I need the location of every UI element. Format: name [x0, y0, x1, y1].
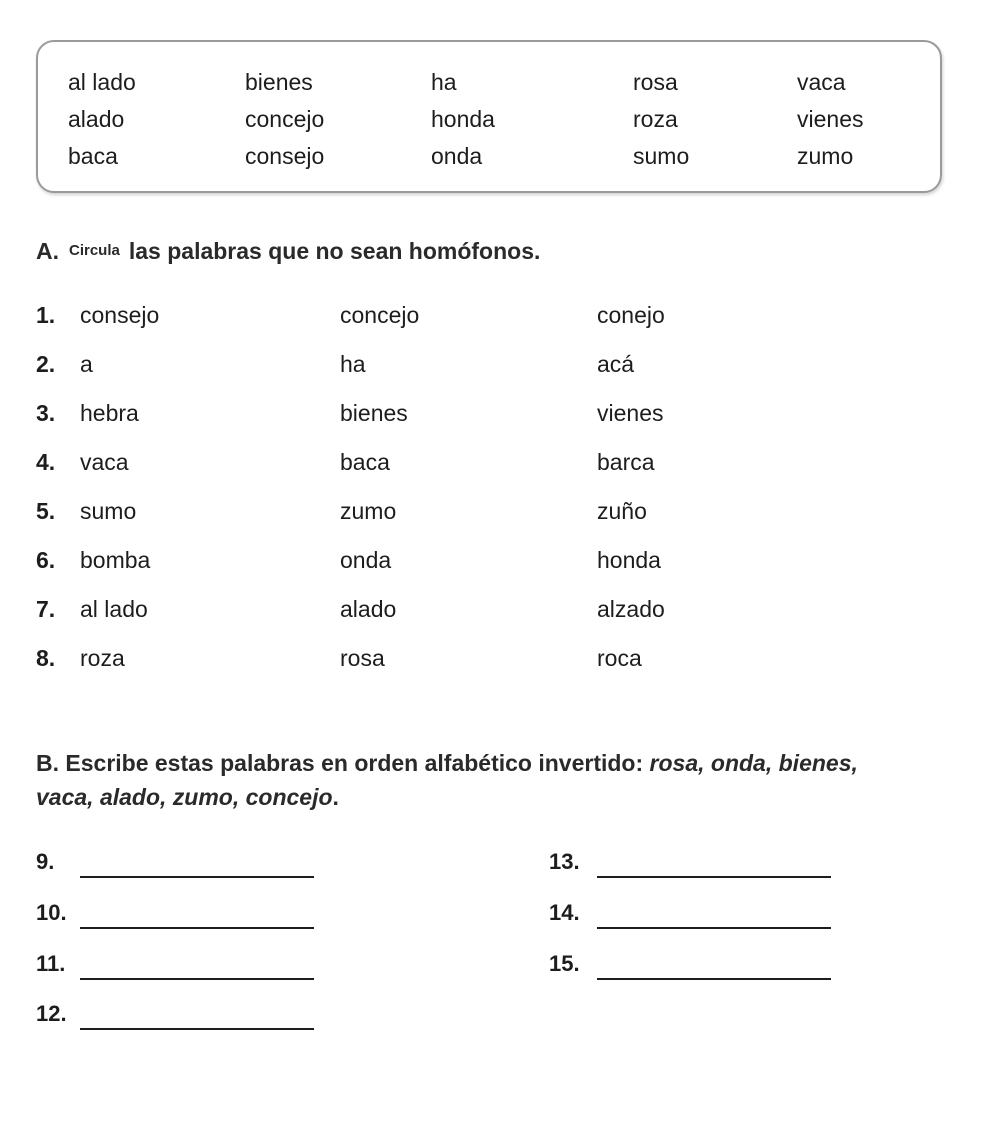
- word-choice[interactable]: hebra: [80, 400, 139, 426]
- word-bank-word: bienes: [245, 69, 313, 95]
- item-number: 5.: [36, 498, 56, 524]
- word-choice[interactable]: zuño: [597, 498, 647, 524]
- item-number: 1.: [36, 302, 56, 328]
- word-choice[interactable]: ha: [340, 351, 366, 377]
- blank-line[interactable]: [80, 978, 314, 980]
- section-b-period: .: [332, 784, 339, 810]
- word-bank-word: vienes: [797, 106, 864, 132]
- item-number: 6.: [36, 547, 56, 573]
- word-bank-column: [431, 64, 495, 175]
- word-choice[interactable]: vaca: [80, 449, 129, 475]
- blank-line[interactable]: [597, 876, 831, 878]
- word-bank-word: sumo: [633, 143, 690, 169]
- word-bank-word: zumo: [797, 143, 854, 169]
- blank-line[interactable]: [597, 978, 831, 980]
- word-bank-word: consejo: [245, 143, 325, 169]
- word-choice[interactable]: concejo: [340, 302, 420, 328]
- blank-number: 13.: [549, 849, 580, 874]
- word-bank-box: [36, 40, 942, 193]
- section-a-letter: A.: [36, 238, 59, 264]
- item-number: 4.: [36, 449, 56, 475]
- blank-number: 10.: [36, 900, 67, 925]
- word-bank-word: roza: [633, 106, 678, 132]
- blank-line[interactable]: [80, 1028, 314, 1030]
- section-a-instruction: las palabras que no sean homófonos.: [128, 238, 541, 264]
- word-bank-word: ha: [431, 69, 457, 95]
- word-choice[interactable]: honda: [597, 547, 661, 573]
- word-bank-word: baca: [68, 143, 118, 169]
- item-number: 3.: [36, 400, 56, 426]
- section-b-instruction: B. Escribe estas palabras en orden alfabético invertido:: [36, 750, 650, 776]
- blank-number: 9.: [36, 849, 55, 874]
- word-choice[interactable]: alzado: [597, 596, 665, 622]
- item-number: 8.: [36, 645, 56, 671]
- section-b-heading: [36, 746, 916, 814]
- section-b-word-list: rosa, onda, bienes, vaca, alado, zumo, concejo: [36, 750, 858, 810]
- word-bank-word: rosa: [633, 69, 678, 95]
- word-choice[interactable]: consejo: [80, 302, 160, 328]
- blank-number: 14.: [549, 900, 580, 925]
- word-bank-word: alado: [68, 106, 125, 132]
- word-choice[interactable]: sumo: [80, 498, 137, 524]
- word-choice[interactable]: barca: [597, 449, 655, 475]
- word-choice[interactable]: bienes: [340, 400, 408, 426]
- word-choice[interactable]: a: [80, 351, 93, 377]
- word-choice[interactable]: baca: [340, 449, 390, 475]
- blank-line[interactable]: [597, 927, 831, 929]
- blank-number: 15.: [549, 951, 580, 976]
- word-bank-column: [68, 64, 136, 175]
- word-bank-column: [245, 64, 324, 175]
- blank-number: 11.: [36, 951, 66, 976]
- word-choice[interactable]: conejo: [597, 302, 665, 328]
- word-choice[interactable]: roca: [597, 645, 642, 671]
- word-bank-word: al lado: [68, 69, 136, 95]
- word-choice[interactable]: al lado: [80, 596, 148, 622]
- word-bank-word: onda: [431, 143, 483, 169]
- word-choice[interactable]: onda: [340, 547, 392, 573]
- word-choice[interactable]: bomba: [80, 547, 151, 573]
- item-number: 2.: [36, 351, 56, 377]
- word-choice[interactable]: roza: [80, 645, 125, 671]
- blank-line[interactable]: [80, 927, 314, 929]
- blank-number: 12.: [36, 1001, 67, 1026]
- section-a-verb: Circula: [69, 242, 120, 259]
- word-bank-word: vaca: [797, 69, 846, 95]
- word-choice[interactable]: vienes: [597, 400, 664, 426]
- word-bank-word: honda: [431, 106, 495, 132]
- word-bank-column: [797, 64, 863, 175]
- word-choice[interactable]: alado: [340, 596, 397, 622]
- word-choice[interactable]: zumo: [340, 498, 397, 524]
- section-a-heading: [36, 238, 540, 265]
- item-number: 7.: [36, 596, 56, 622]
- blank-line[interactable]: [80, 876, 314, 878]
- word-bank-word: concejo: [245, 106, 325, 132]
- word-choice[interactable]: rosa: [340, 645, 385, 671]
- word-choice[interactable]: acá: [597, 351, 635, 377]
- word-bank-column: [633, 64, 689, 175]
